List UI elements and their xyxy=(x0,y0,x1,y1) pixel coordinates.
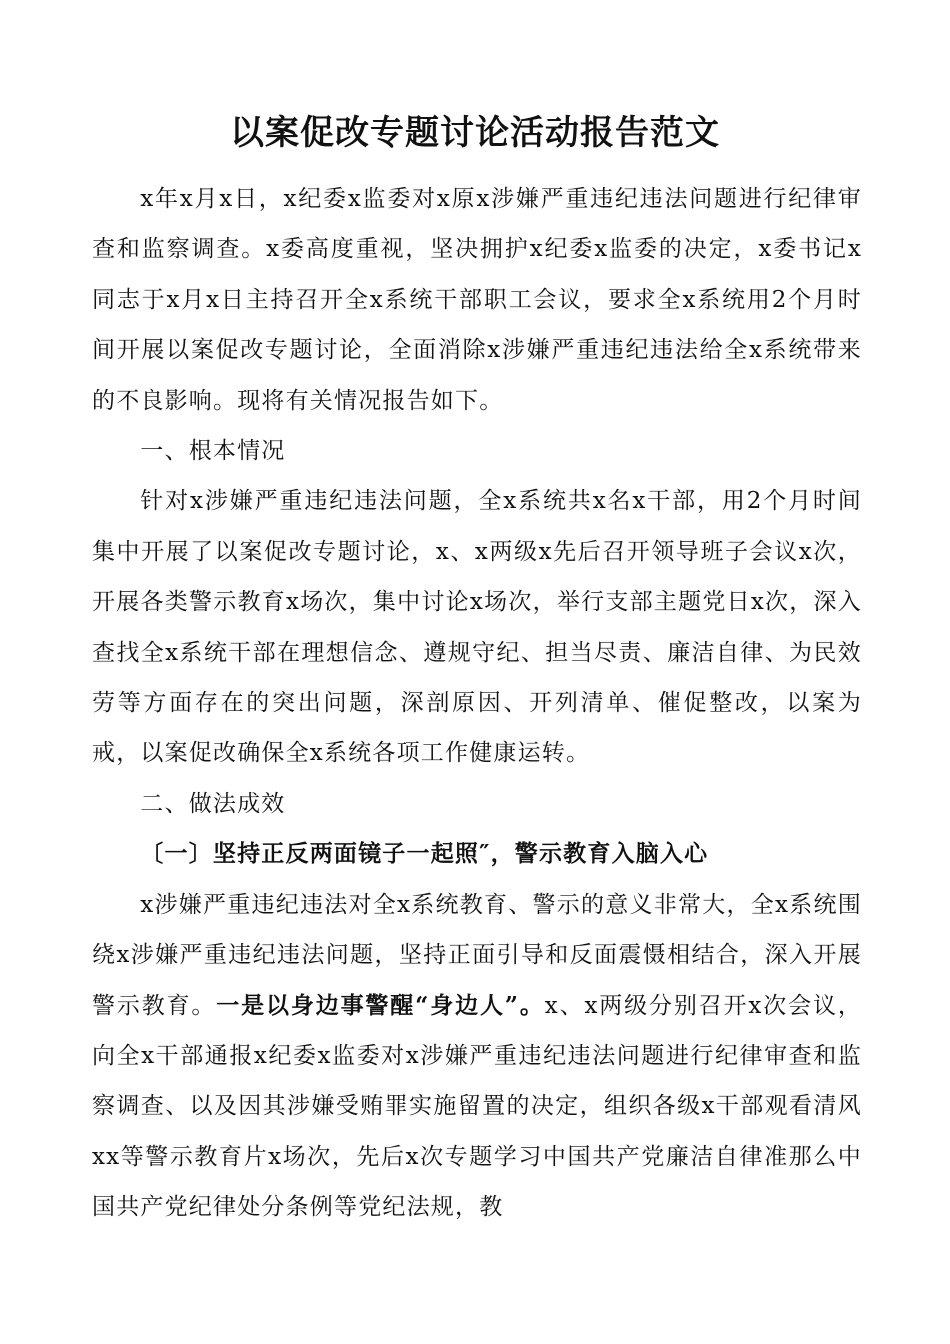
paragraph-bold-point: 一是以身边事警醒“身边人”。 xyxy=(216,991,545,1019)
document-title: 以案促改专题讨论活动报告范文 xyxy=(230,113,720,153)
document-body xyxy=(92,174,862,1233)
section-heading-basic-situation: 一、根本情况 xyxy=(140,438,286,465)
subsection-heading-warning-education: 〔一〕坚持正反两面镜子一起照″，警示教育入脑入心 xyxy=(140,840,709,868)
intro-paragraph: x年x月x日，x纪委x监委对x原x涉嫌严重违纪违法问题进行纪律审查和监察调查。x委高度重视，坚决拥护x纪委x监委的决定，x委书记x同志于x月x日主持召开全x系统干部职工会议，要求全x系统用2个月时间开展以案促改专题讨论，全面消除x涉嫌严重违纪违法给全x系统带来的不良影响。现将有关情况报告如下。 xyxy=(92,186,862,414)
paragraph-text-part2: x、x两级分别召开x次会议，向全x干部通报x纪委x监委对x涉嫌严重违纪违法问题进行纪律审查和监察调查、以及因其涉嫌受贿罪实施留置的决定，组织各级x干部观看清风xx等警示教育片x场次，先后x次专题学习中国共产党廉洁自律准那么中国共产党纪律处分条例等党纪法规，教 xyxy=(92,992,863,1221)
basic-situation-paragraph: 针对x涉嫌严重违纪违法问题，全x系统共x名x干部，用2个月时间集中开展了以案促改专题讨论，x、x两级x先后召开领导班子会议x次，开展各类警示教育x场次，集中讨论x场次，举行支部主题党日x次，深入查找全x系统干部在理想信念、遵规守纪、担当尽责、廉洁自律、为民效劳等方面存在的突出问题，深剖原因、开列清单、催促整改，以案为戒，以案促改确保全x系统各项工作健康运转。 xyxy=(92,488,862,767)
section-heading-practices: 二、做法成效 xyxy=(140,790,286,817)
warning-education-paragraph xyxy=(92,880,862,1233)
paragraph-text-part1: x涉嫌严重违纪违法对全x系统教育、警示的意义非常大，全x系统围绕x涉嫌严重违纪违法问题，坚持正面引导和反面震慑相结合，深入开展警示教育。 xyxy=(92,891,862,1019)
